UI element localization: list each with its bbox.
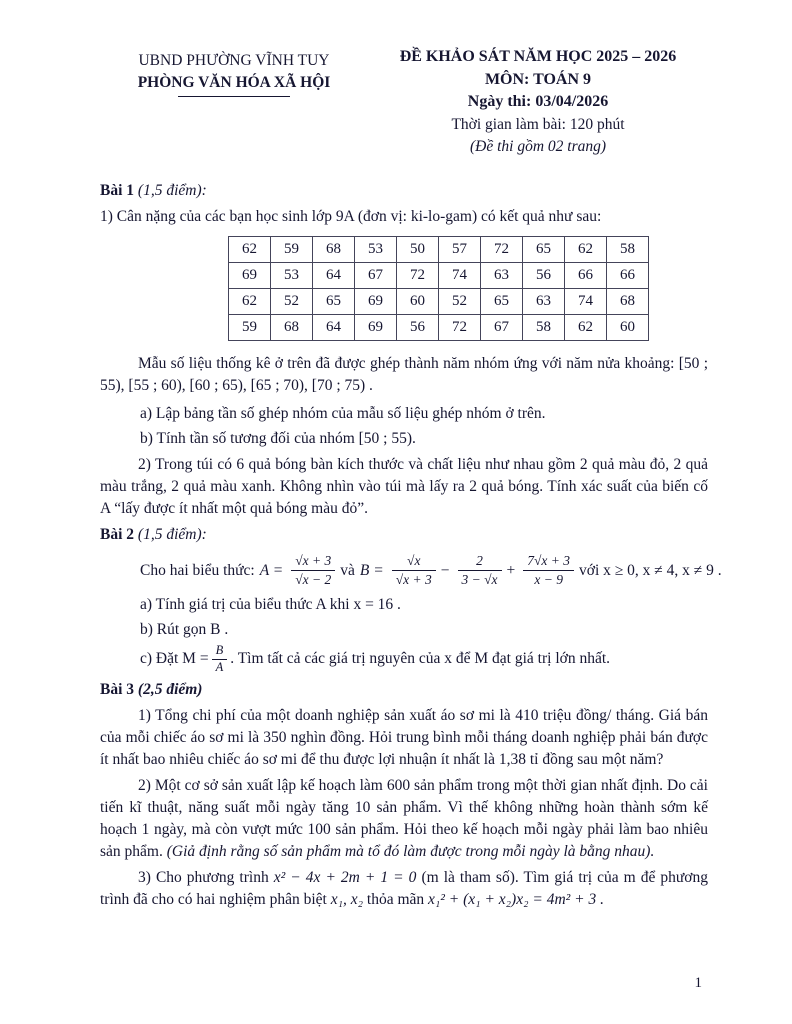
- table-cell: 53: [355, 237, 397, 263]
- table-cell: 67: [355, 263, 397, 289]
- section-1-item-b: b) Tính tần số tương đối của nhóm [50 ; 55).: [140, 430, 416, 448]
- section-2-heading: [100, 524, 708, 546]
- section-2-item-a: a) Tính giá trị của biểu thức A khi x = 16 .: [140, 596, 401, 614]
- weights-table-body: [229, 237, 649, 341]
- section-1-heading: [100, 180, 708, 202]
- table-cell: 59: [271, 237, 313, 263]
- part-3-middle-text: (m là tham số). Tìm giá trị của m để phương trình đã cho có hai nghiệm phân biệt: [100, 868, 709, 908]
- table-cell: 57: [439, 237, 481, 263]
- table-cell: 60: [397, 289, 439, 315]
- section-3-label: Bài 3: [100, 680, 135, 698]
- fraction-denominator: A: [215, 659, 224, 674]
- table-cell: 68: [313, 237, 355, 263]
- expressions-condition: với x ≥ 0, x ≠ 4, x ≠ 9 .: [579, 562, 722, 580]
- section-1-part-2: 2) Trong túi có 6 quả bóng bàn kích thước và chất liệu như nhau gồm 2 quả màu đỏ, 2 quả màu trắng, 2 quả màu xanh. Không nhìn vào túi mà lấy ra 2 quả bóng. Tính xác suất của biến cố A “lấy được ít nhất một quả bóng màu đỏ”.: [100, 456, 708, 518]
- section-3-points: (2,5 điểm): [137, 680, 203, 698]
- part-3-equation-1: x² − 4x + 2m + 1 = 0: [273, 868, 417, 886]
- section-3-part-1: 1) Tổng chi phí của một doanh nghiệp sản xuất áo sơ mi là 410 triệu đồng/ tháng. Giá bán của mỗi chiếc áo sơ mi là 350 nghìn đồng. Hỏi trung bình mỗi tháng doanh nghiệp phải bán được ít nhất bao nhiêu chiếc áo sơ mi để thu được lợi nhuận ít nhất là 1,38 tỉ đồng sau một năm?: [100, 706, 708, 768]
- section-2-item-c: [140, 644, 708, 675]
- fraction-numerator: 7√x + 3: [523, 553, 574, 571]
- section-2-points: (1,5 điểm):: [137, 526, 207, 544]
- section-1-points: (1,5 điểm):: [137, 182, 207, 200]
- table-cell: 60: [607, 315, 649, 341]
- table-cell: 52: [439, 289, 481, 315]
- table-cell: 50: [397, 237, 439, 263]
- section-3-part-2: [100, 775, 708, 863]
- section-1-part-1-intro: 1) Cân nặng của các bạn học sinh lớp 9A (đơn vị: ki-lo-gam) có kết quả như sau:: [100, 208, 602, 226]
- expression-a-lhs: A =: [259, 562, 284, 580]
- section-1-grouping-text: Mẫu số liệu thống kê ở trên đã được ghép thành năm nhóm ứng với năm nửa khoảng: [50 ; 55), [55 ; 60), [60 ; 65), [65 ; 70), [70 ; 75) .: [100, 355, 708, 395]
- table-cell: 69: [229, 263, 271, 289]
- expression-b-lhs: B =: [359, 562, 384, 580]
- exam-title-block: [368, 46, 708, 158]
- item-c-suffix: . Tìm tất cả các giá trị nguyên của x để M đạt giá trị lớn nhất.: [230, 650, 611, 668]
- exam-title: ĐỀ KHẢO SÁT NĂM HỌC 2025 – 2026: [399, 48, 677, 65]
- table-cell: 63: [523, 289, 565, 315]
- table-cell: 56: [523, 263, 565, 289]
- fraction-denominator: x − 9: [534, 571, 563, 587]
- table-cell: 69: [355, 315, 397, 341]
- part-2-assumption-note: (Giả định rằng số sản phẩm mà tổ đó làm được trong mỗi ngày là bằng nhau).: [166, 842, 655, 860]
- fraction-denominator: √x + 3: [395, 571, 432, 587]
- fraction-numerator: √x + 3: [291, 553, 335, 571]
- exam-subject: MÔN: TOÁN 9: [484, 70, 592, 88]
- authority-name: UBND PHƯỜNG VĨNH TUY: [138, 52, 330, 69]
- table-cell: 58: [607, 237, 649, 263]
- item-c-prefix: c) Đặt M =: [140, 650, 209, 668]
- expression-b-fraction-3: [523, 553, 574, 587]
- table-cell: 62: [565, 315, 607, 341]
- document-header: [100, 46, 708, 158]
- part-2-main-text: 2) Một cơ sở sản xuất lập kế hoạch làm 600 sản phẩm trong một thời gian nhất định. Do cải tiến kĩ thuật, năng suất mỗi ngày tăng 10 sản phẩm. Vì thế không những hoàn thành sớm kế hoạch 1 ngày, mà còn vượt mức 100 sản phẩm. Hỏi theo kế hoạch mỗi ngày phải làm bao nhiêu sản phẩm.: [100, 776, 708, 860]
- fraction-numerator: √x: [392, 553, 436, 571]
- table-row: [229, 237, 649, 263]
- table-cell: 69: [355, 289, 397, 315]
- page-number: 1: [694, 974, 702, 991]
- table-cell: 65: [313, 289, 355, 315]
- part-3-middle-text-2: thỏa mãn: [366, 890, 425, 908]
- exam-date: Ngày thi: 03/04/2026: [467, 93, 609, 111]
- table-cell: 65: [481, 289, 523, 315]
- part-3-prefix: 3) Cho phương trình: [138, 868, 269, 886]
- table-cell: 72: [481, 237, 523, 263]
- section-1-item-a: a) Lập bảng tần số ghép nhóm của mẫu số liệu ghép nhóm ở trên.: [140, 405, 546, 423]
- table-cell: 72: [439, 315, 481, 341]
- exam-pages-note: (Đề thi gồm 02 trang): [469, 138, 607, 156]
- table-cell: 59: [229, 315, 271, 341]
- header-underline: [178, 96, 290, 97]
- table-cell: 53: [271, 263, 313, 289]
- section-2-label: Bài 2: [100, 526, 135, 544]
- expression-a-fraction: [291, 553, 335, 587]
- table-cell: 56: [397, 315, 439, 341]
- table-cell: 63: [481, 263, 523, 289]
- table-cell: 64: [313, 315, 355, 341]
- expressions-connector: và: [340, 562, 355, 580]
- part-3-root-variables: x₁, x₂: [330, 890, 364, 908]
- table-row: [229, 289, 649, 315]
- table-cell: 58: [523, 315, 565, 341]
- section-2-item-b: b) Rút gọn B .: [140, 621, 229, 639]
- expression-b-fraction-2: [458, 553, 502, 587]
- table-cell: 65: [523, 237, 565, 263]
- table-cell: 74: [439, 263, 481, 289]
- item-c-fraction: [212, 644, 228, 675]
- part-3-equation-2: x₁² + (x₁ + x₂)x₂ = 4m² + 3 .: [428, 890, 604, 908]
- section-3-part-3: [100, 867, 708, 911]
- operator-plus: +: [506, 562, 516, 580]
- operator-minus: −: [440, 562, 450, 580]
- exam-duration: Thời gian làm bài: 120 phút: [451, 116, 625, 134]
- fraction-numerator: 2: [458, 553, 502, 571]
- section-2-expressions: [140, 553, 722, 588]
- table-cell: 62: [565, 237, 607, 263]
- table-cell: 67: [481, 315, 523, 341]
- table-cell: 72: [397, 263, 439, 289]
- table-cell: 66: [607, 263, 649, 289]
- table-cell: 68: [607, 289, 649, 315]
- section-1-label: Bài 1: [100, 182, 135, 200]
- expressions-intro: Cho hai biểu thức:: [140, 562, 255, 580]
- table-cell: 64: [313, 263, 355, 289]
- table-row: [229, 263, 649, 289]
- expression-b-fraction-1: [392, 553, 436, 587]
- fraction-denominator: 3 − √x: [461, 571, 498, 587]
- issuing-authority-block: [100, 46, 368, 158]
- table-row: [229, 315, 649, 341]
- table-cell: 62: [229, 237, 271, 263]
- table-cell: 68: [271, 315, 313, 341]
- fraction-denominator: √x − 2: [295, 571, 332, 587]
- fraction-numerator: B: [212, 644, 228, 660]
- table-cell: 74: [565, 289, 607, 315]
- department-name: PHÒNG VĂN HÓA XÃ HỘI: [137, 74, 331, 91]
- table-cell: 52: [271, 289, 313, 315]
- section-3-heading: [100, 679, 708, 701]
- table-cell: 62: [229, 289, 271, 315]
- table-cell: 66: [565, 263, 607, 289]
- weights-data-table: [228, 236, 649, 341]
